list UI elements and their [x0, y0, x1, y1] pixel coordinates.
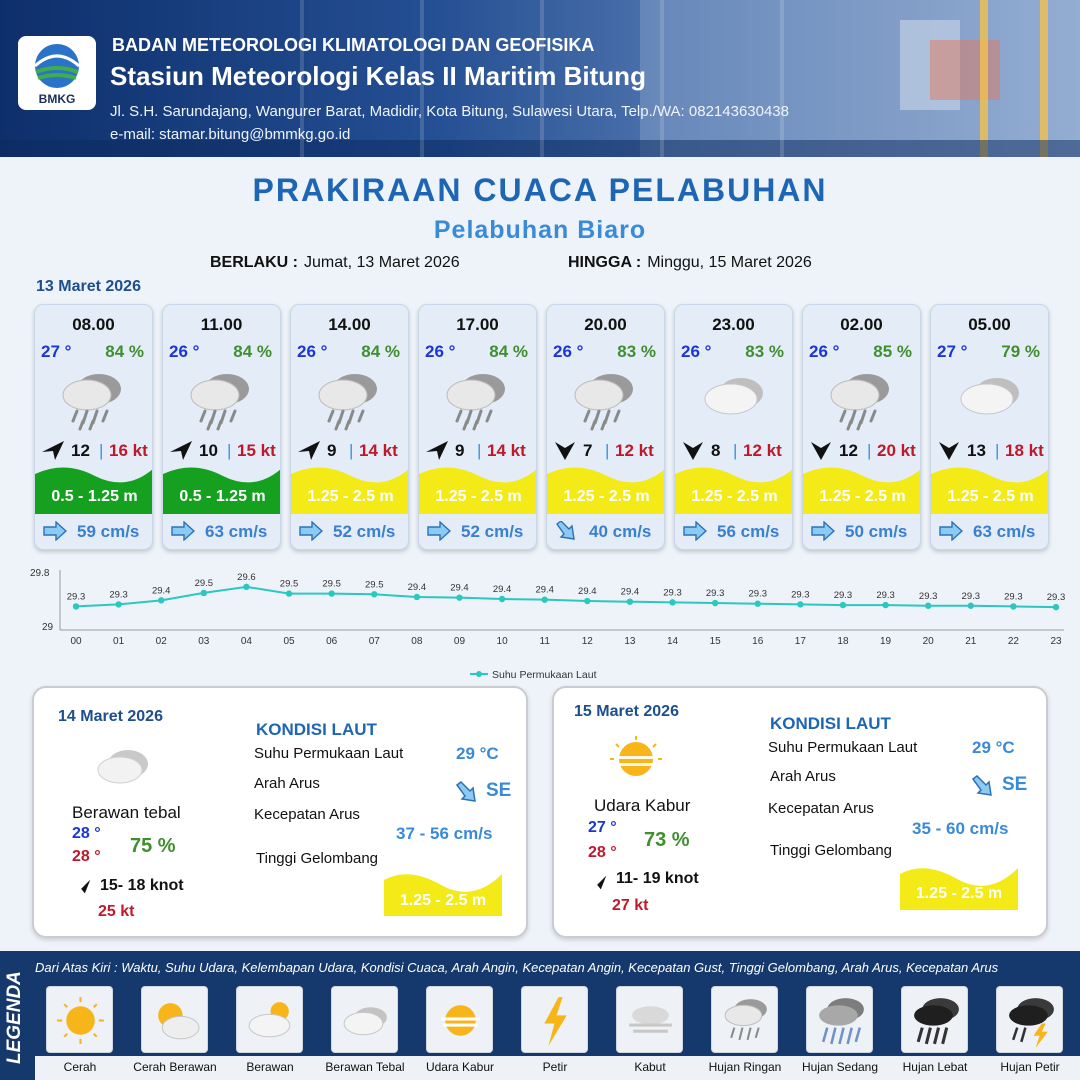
humidity: 84 %	[105, 342, 144, 361]
legend-item-berawan	[236, 986, 303, 1053]
day-condition: Udara Kabur	[594, 796, 691, 815]
wind-speed: 12	[839, 441, 858, 460]
wave-height: 1.25 - 2.5 m	[691, 488, 778, 505]
wind-info	[681, 438, 791, 464]
legend-item-kabut	[616, 986, 683, 1053]
forecast-card	[34, 304, 153, 550]
heavy-rain-icon	[908, 993, 963, 1048]
current-speed: 59 cm/s	[77, 522, 140, 541]
page-title: PRAKIRAAN CUACA PELABUHAN	[252, 172, 828, 208]
wave-height: 0.5 - 1.25 m	[51, 488, 138, 505]
light-rain-icon	[441, 363, 513, 431]
current-direction-arrow-icon	[683, 521, 707, 541]
legend-item-petir	[521, 986, 588, 1053]
legend-item-label: Hujan Petir	[1000, 1060, 1060, 1074]
forecast-time: 05.00	[968, 315, 1011, 334]
legend-item-label: Hujan Lebat	[902, 1060, 968, 1074]
air-temperature: 26 °	[297, 342, 328, 361]
sst-data-point	[286, 590, 292, 596]
moderate-rain-icon	[813, 993, 868, 1048]
x-tick-label: 04	[240, 636, 252, 647]
forecast-time: 17.00	[456, 315, 499, 334]
legend-item-berawan-tebal	[331, 986, 398, 1053]
x-tick-label: 19	[880, 636, 892, 647]
humidity: 84 %	[361, 342, 400, 361]
current-speed: 52 cm/s	[461, 522, 524, 541]
wave-height: 1.25 - 2.5 m	[819, 488, 906, 505]
day-temp-max: 28 °	[72, 848, 101, 865]
sst-data-point	[712, 600, 718, 606]
x-tick-label: 07	[368, 636, 380, 647]
day-temp-min: 28 °	[72, 825, 101, 842]
wind-direction-arrow-icon	[425, 438, 449, 462]
sst-data-label: 29.4	[492, 584, 512, 595]
sst-data-label: 29.3	[791, 589, 810, 601]
current-direction-value: SE	[1002, 774, 1028, 795]
current-speed: 52 cm/s	[333, 522, 396, 541]
current-direction-label: Arah Arus	[770, 768, 836, 785]
legend-item-label: Cerah Berawan	[133, 1060, 217, 1074]
sst-data-point	[115, 601, 121, 607]
sst-data-point	[797, 601, 803, 607]
legend-item-label: Kabut	[634, 1060, 666, 1074]
x-tick-label: 20	[922, 636, 934, 647]
current-speed-value: 37 - 56 cm/s	[396, 824, 493, 843]
day-temp-max: 28 °	[588, 844, 617, 861]
forecast-time: 14.00	[328, 315, 371, 334]
cloudy-icon	[243, 993, 298, 1048]
sst-data-label: 29.3	[109, 589, 128, 601]
sst-data-label: 29.3	[1046, 592, 1066, 604]
wind-info	[297, 438, 407, 464]
wind-separator: |	[99, 441, 104, 460]
sst-data-point	[840, 602, 846, 608]
wind-direction-arrow-icon	[937, 438, 961, 462]
sun-icon	[53, 993, 108, 1048]
sst-data-label: 29.3	[705, 588, 725, 600]
current-direction-arrow-icon	[970, 774, 996, 798]
wind-separator: |	[477, 441, 482, 460]
forecast-card	[674, 304, 793, 550]
current-direction-arrow-icon	[555, 521, 579, 541]
current-info	[937, 519, 1047, 545]
sst-data-label: 29.3	[1004, 591, 1023, 603]
wind-gust: 15 kt	[237, 441, 276, 460]
wave-height: 1.25 - 2.5 m	[563, 488, 650, 505]
legend-item-cerah	[46, 986, 113, 1053]
sst-data-label: 29.5	[194, 577, 214, 589]
sst-data-point	[1010, 603, 1016, 609]
wind-info	[809, 438, 919, 464]
forecast-card	[546, 304, 665, 550]
legend-description: Dari Atas Kiri : Waktu, Suhu Udara, Kelembapan Udara, Kondisi Cuaca, Arah Angin, Kecepatan Angin, Kecepatan Gust, Tinggi Gelombang, Arah Arus, Kecepatan Arus	[35, 960, 999, 975]
sst-data-label: 29.4	[450, 582, 469, 594]
sun-cloud-icon	[148, 993, 203, 1048]
wind-speed: 13	[967, 441, 986, 460]
humidity: 79 %	[1001, 342, 1040, 361]
current-direction-arrow-icon	[454, 780, 480, 804]
sst-data-point	[541, 596, 547, 602]
wind-direction-arrow-icon	[41, 438, 65, 462]
valid-from-value: Jumat, 13 Maret 2026	[304, 254, 460, 271]
forecast-card	[162, 304, 281, 550]
legend-item-hujan-lebat	[901, 986, 968, 1053]
wind-direction-arrow-icon	[681, 438, 705, 462]
wind-direction-arrow-icon	[809, 438, 833, 462]
light-rain-icon	[825, 363, 897, 431]
wind-separator: |	[995, 441, 1000, 460]
sst-data-label: 29.3	[833, 590, 853, 602]
humidity: 84 %	[489, 342, 528, 361]
wind-speed: 8	[711, 441, 721, 460]
agency-name: BADAN METEOROLOGI KLIMATOLOGI DAN GEOFISIKA	[112, 35, 595, 55]
current-speed-label: Kecepatan Arus	[768, 800, 874, 817]
air-temperature: 27 °	[41, 342, 72, 361]
day-gust: 25 kt	[98, 903, 135, 920]
valid-from	[210, 254, 460, 272]
current-info	[681, 519, 791, 545]
sst-data-label: 29.4	[578, 586, 597, 598]
sst-data-label: 29.3	[876, 590, 895, 602]
x-tick-label: 22	[1007, 636, 1019, 647]
legend-item-udara-kabur	[426, 986, 493, 1053]
sst-data-label: 29.3	[663, 587, 682, 599]
wave-height-label: Tinggi Gelombang	[770, 842, 893, 859]
current-direction-label: Arah Arus	[254, 775, 320, 792]
wind-info	[41, 438, 151, 464]
legend-item-label: Hujan Sedang	[801, 1060, 879, 1074]
kondisi-laut-heading: KONDISI LAUT	[256, 720, 377, 739]
wind-speed: 7	[583, 441, 593, 460]
wind-info	[169, 438, 279, 464]
current-direction-arrow-icon	[299, 521, 323, 541]
sst-data-point	[925, 603, 931, 609]
sst-data-label: 29.3	[918, 590, 938, 602]
wave-height: 1.25 - 2.5 m	[435, 488, 522, 505]
sst-data-point	[584, 598, 590, 604]
sst-data-point	[882, 602, 888, 608]
x-tick-label: 08	[411, 636, 423, 647]
sst-data-label: 29.4	[535, 584, 554, 596]
legend-title: LEGENDA	[4, 971, 25, 1065]
wind-gust: 14 kt	[359, 441, 398, 460]
wind-speed: 10	[199, 441, 218, 460]
wind-separator: |	[605, 441, 610, 460]
air-temperature: 26 °	[553, 342, 584, 361]
x-tick-label: 18	[837, 636, 849, 647]
humidity: 83 %	[745, 342, 784, 361]
current-direction-value: SE	[486, 780, 512, 801]
sst-data-label: 29.5	[322, 578, 341, 590]
valid-to-value: Minggu, 15 Maret 2026	[647, 254, 812, 271]
sst-line-chart	[30, 562, 1070, 682]
sst-data-label: 29.3	[748, 588, 767, 600]
current-info	[425, 519, 535, 545]
y-tick-label: 29	[42, 622, 54, 633]
forecast-time: 20.00	[584, 315, 627, 334]
sst-data-point	[627, 599, 633, 605]
lightning-icon	[528, 993, 583, 1048]
valid-to-label: HINGGA :	[568, 254, 642, 271]
sst-data-point	[371, 591, 377, 597]
wind-direction-arrow-icon	[169, 438, 193, 462]
kondisi-laut-heading: KONDISI LAUT	[770, 714, 891, 733]
legend-section	[0, 951, 1080, 1080]
current-speed: 50 cm/s	[845, 522, 908, 541]
legend-item-label: Berawan	[246, 1060, 294, 1074]
header-banner	[0, 0, 1080, 157]
x-tick-label: 05	[283, 636, 295, 647]
sst-data-point	[1053, 604, 1059, 610]
wave-height-label: Tinggi Gelombang	[256, 850, 379, 867]
light-rain-icon	[718, 993, 773, 1048]
x-tick-label: 21	[965, 636, 977, 647]
overcast-icon	[697, 363, 769, 431]
legend-item-cerah-berawan	[141, 986, 208, 1053]
wind-separator: |	[867, 441, 872, 460]
current-info	[41, 519, 151, 545]
overcast-icon	[94, 740, 154, 790]
x-tick-label: 12	[581, 636, 593, 647]
wave-height-value: 1.25 - 2.5 m	[915, 885, 1003, 902]
legend-label: Suhu Permukaan Laut	[492, 669, 597, 681]
current-speed: 63 cm/s	[973, 522, 1036, 541]
forecast-card	[290, 304, 409, 550]
sst-data-point	[499, 596, 505, 602]
sst-value: 29 °C	[456, 744, 499, 763]
forecast-time: 08.00	[72, 315, 115, 334]
day-humidity: 73 %	[644, 829, 690, 851]
wind-gust: 12 kt	[743, 441, 782, 460]
legend-item-hujan-petir	[996, 986, 1063, 1053]
forecast-card	[930, 304, 1049, 550]
x-tick-label: 01	[113, 636, 125, 647]
wind-direction-arrow-icon	[588, 872, 610, 894]
wave-height: 1.25 - 2.5 m	[947, 488, 1034, 505]
sst-data-point	[414, 594, 420, 600]
station-name: Stasiun Meteorologi Kelas II Maritim Bitung	[110, 61, 646, 91]
haze-icon	[606, 734, 666, 784]
sst-data-label: 29.4	[407, 581, 427, 593]
wind-direction-arrow-icon	[553, 438, 577, 462]
day-date: 15 Maret 2026	[574, 703, 679, 720]
legend-item-label: Udara Kabur	[425, 1060, 495, 1074]
haze-icon	[433, 993, 488, 1048]
wind-speed: 9	[327, 441, 337, 460]
x-tick-label: 14	[666, 636, 679, 647]
current-direction-arrow-icon	[171, 521, 195, 541]
sst-label: Suhu Permukaan Laut	[768, 739, 918, 756]
sst-value: 29 °C	[972, 738, 1015, 757]
wind-info	[937, 438, 1047, 464]
day-humidity: 75 %	[130, 835, 176, 857]
x-tick-label: 23	[1050, 636, 1062, 647]
sst-data-point	[968, 603, 974, 609]
legend-item-hujan-ringan	[711, 986, 778, 1053]
wind-separator: |	[733, 441, 738, 460]
wind-gust: 20 kt	[877, 441, 916, 460]
day-date: 14 Maret 2026	[58, 708, 163, 725]
humidity: 83 %	[617, 342, 656, 361]
valid-from-label: BERLAKU :	[210, 254, 298, 271]
wind-speed: 12	[71, 441, 90, 460]
wind-separator: |	[349, 441, 354, 460]
thunderstorm-icon	[1003, 993, 1058, 1048]
forecast-card	[418, 304, 537, 550]
wind-gust: 14 kt	[487, 441, 526, 460]
x-tick-label: 13	[624, 636, 636, 647]
day-temp-min: 27 °	[588, 819, 617, 836]
port-name: Pelabuhan Biaro	[433, 216, 647, 244]
wind-gust: 18 kt	[1005, 441, 1044, 460]
light-rain-icon	[313, 363, 385, 431]
sst-data-label: 29.3	[961, 590, 981, 602]
light-rain-icon	[185, 363, 257, 431]
sst-data-label: 29.6	[237, 571, 256, 583]
current-info	[169, 519, 279, 545]
sst-data-point	[456, 594, 462, 600]
wind-info	[553, 438, 663, 464]
x-tick-label: 06	[326, 636, 338, 647]
day-wind-speed: 11- 19 knot	[616, 870, 699, 887]
sst-data-point	[73, 603, 79, 609]
legend-item-label: Hujan Ringan	[708, 1060, 782, 1074]
sst-data-point	[755, 601, 761, 607]
current-speed-label: Kecepatan Arus	[254, 806, 360, 823]
x-tick-label: 10	[496, 636, 508, 647]
sst-data-label: 29.5	[365, 579, 384, 591]
station-address: Jl. S.H. Sarundajang, Wangurer Barat, Madidir, Kota Bitung, Sulawesi Utara, Telp./WA: 082143630438	[110, 103, 789, 120]
logo-text: BMKG	[38, 92, 76, 106]
wind-speed: 9	[455, 441, 465, 460]
humidity: 84 %	[233, 342, 272, 361]
sst-data-point	[158, 597, 164, 603]
overcast-icon	[953, 363, 1025, 431]
bmkg-logo	[18, 36, 96, 110]
sst-label: Suhu Permukaan Laut	[254, 745, 404, 762]
fog-icon	[623, 993, 678, 1048]
forecast-time: 23.00	[712, 315, 755, 334]
current-info	[809, 519, 919, 545]
legend-swatch-point	[476, 671, 482, 677]
light-rain-icon	[569, 363, 641, 431]
wind-direction-arrow-icon	[72, 876, 94, 898]
current-speed-value: 35 - 60 cm/s	[912, 819, 1009, 838]
day-condition: Berawan tebal	[72, 803, 181, 822]
wave-height: 0.5 - 1.25 m	[179, 488, 266, 505]
sst-data-point	[201, 590, 207, 596]
current-speed: 63 cm/s	[205, 522, 268, 541]
wave-height: 1.25 - 2.5 m	[307, 488, 394, 505]
x-tick-label: 11	[539, 636, 550, 647]
x-tick-label: 00	[70, 636, 82, 647]
current-direction-arrow-icon	[939, 521, 963, 541]
sst-data-label: 29.4	[151, 585, 171, 597]
legend-item-hujan-sedang	[806, 986, 873, 1053]
day-panel-14	[32, 686, 528, 938]
sst-data-label: 29.5	[279, 578, 299, 590]
station-email[interactable]: e-mail: stamar.bitung@bmmkg.go.id	[110, 126, 351, 143]
day1-date: 13 Maret 2026	[36, 278, 141, 295]
valid-to	[568, 254, 812, 272]
sst-data-point	[328, 590, 334, 596]
day-wind-speed: 15- 18 knot	[100, 877, 184, 894]
current-speed: 40 cm/s	[589, 522, 652, 541]
forecast-time: 11.00	[200, 315, 243, 334]
light-rain-icon	[57, 363, 129, 431]
sst-data-point	[243, 584, 249, 590]
current-direction-arrow-icon	[43, 521, 67, 541]
y-tick-label: 29.8	[30, 568, 50, 579]
wave-height-value: 1.25 - 2.5 m	[399, 892, 487, 909]
x-tick-label: 03	[198, 636, 210, 647]
x-tick-label: 15	[709, 636, 721, 647]
wind-gust: 12 kt	[615, 441, 654, 460]
air-temperature: 27 °	[937, 342, 968, 361]
sst-data-label: 29.3	[66, 591, 86, 603]
forecast-card	[802, 304, 921, 550]
current-direction-arrow-icon	[427, 521, 451, 541]
wind-separator: |	[227, 441, 232, 460]
wind-info	[425, 438, 535, 464]
current-direction-arrow-icon	[811, 521, 835, 541]
air-temperature: 26 °	[809, 342, 840, 361]
day-gust: 27 kt	[612, 897, 649, 914]
sst-data-point	[669, 599, 675, 605]
legend-item-label: Cerah	[63, 1060, 97, 1074]
air-temperature: 26 °	[169, 342, 200, 361]
sst-data-label: 29.4	[620, 586, 640, 598]
legend-item-label: Berawan Tebal	[325, 1060, 405, 1074]
overcast-icon	[338, 993, 393, 1048]
humidity: 85 %	[873, 342, 912, 361]
current-info	[297, 519, 407, 545]
wind-direction-arrow-icon	[297, 438, 321, 462]
legend-item-label: Petir	[542, 1060, 568, 1074]
air-temperature: 26 °	[425, 342, 456, 361]
x-tick-label: 17	[794, 636, 806, 647]
air-temperature: 26 °	[681, 342, 712, 361]
wind-gust: 16 kt	[109, 441, 148, 460]
x-tick-label: 16	[752, 636, 764, 647]
current-info	[553, 519, 663, 545]
forecast-time: 02.00	[840, 315, 883, 334]
x-tick-label: 02	[155, 636, 167, 647]
current-speed: 56 cm/s	[717, 522, 780, 541]
x-tick-label: 09	[453, 636, 466, 647]
day-panel-15	[552, 686, 1048, 938]
